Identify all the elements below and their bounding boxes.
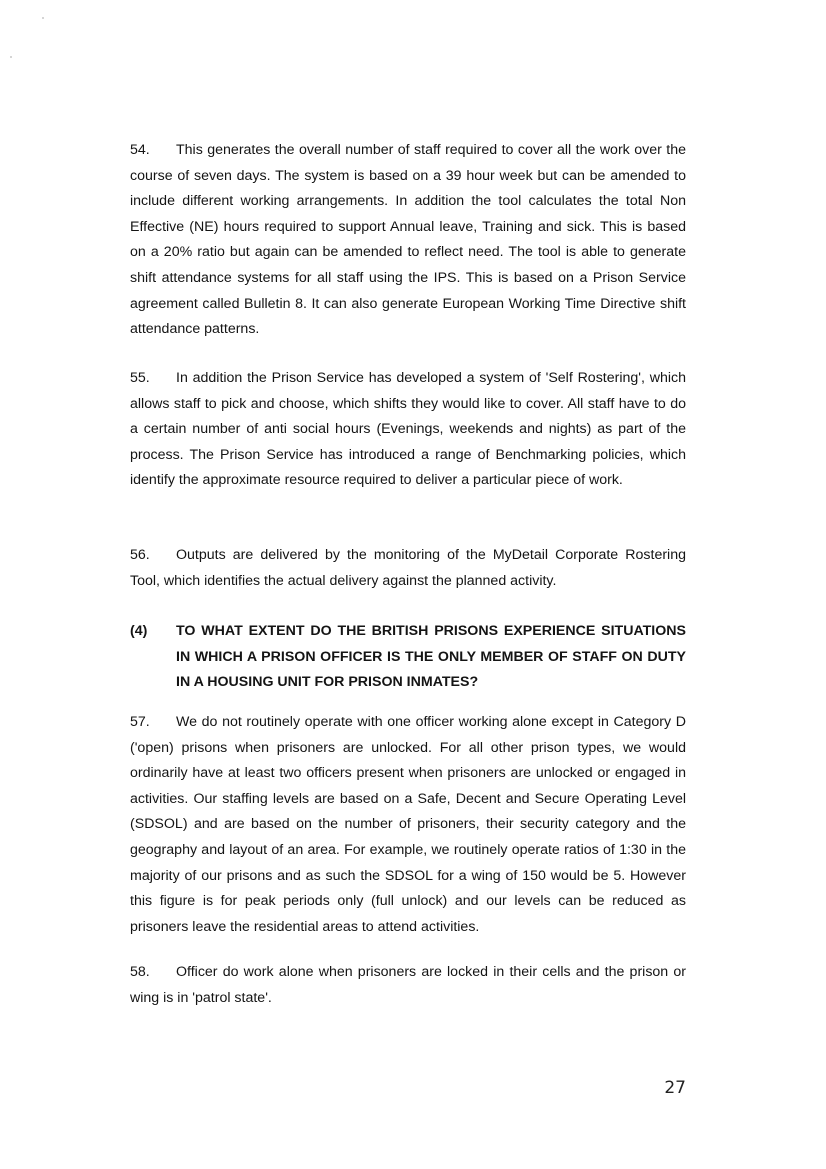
paragraph-55 bbox=[130, 366, 686, 494]
paragraph-58 bbox=[130, 960, 686, 1011]
paragraph-57 bbox=[130, 710, 686, 940]
paragraph-number: 56. bbox=[130, 547, 150, 563]
section-title: TO WHAT EXTENT DO THE BRITISH PRISONS EXPERIENCE SITUATIONS IN WHICH A PRISON OFFICER IS THE ONLY MEMBER OF STAFF ON DUTY IN A HOUSING UNIT FOR PRISON INMATES? bbox=[176, 623, 686, 691]
section-number: (4) bbox=[130, 623, 148, 639]
section-heading bbox=[130, 619, 686, 696]
paragraph-text: We do not routinely operate with one officer working alone except in Category D ('open) prisons when prisoners are unlocked. For all other prison types, we would ordinarily have at least two officers present when prisoners are unlocked or engaged in activities. Our staffing levels are based on a Safe, Decent and Secure Operating Level (SDSOL) and are based on the number of prisoners, their security category and the geography and layout of an area. For example, we routinely operate ratios of 1:30 in the majority of our prisons and as such the SDSOL for a wing of 150 would be 5. However this figure is for peak periods only (full unlock) and our levels can be reduced as prisoners leave the residential areas to attend activities. bbox=[130, 714, 686, 935]
paragraph-text: In addition the Prison Service has developed a system of 'Self Rostering', which allows staff to pick and choose, which shifts they would like to cover. All staff have to do a certain number of anti social hours (Evenings, weekends and nights) as part of the process. The Prison Service has introduced a range of Benchmarking policies, which identify the approximate resource required to deliver a particular piece of work. bbox=[130, 370, 686, 489]
paragraph-number: 54. bbox=[130, 142, 150, 158]
paragraph-number: 58. bbox=[130, 964, 150, 980]
scan-speck bbox=[42, 17, 44, 19]
page-number: 27 bbox=[664, 1078, 686, 1098]
paragraph-56 bbox=[130, 543, 686, 594]
paragraph-text: Officer do work alone when prisoners are locked in their cells and the prison or wing is in 'patrol state'. bbox=[130, 964, 686, 1006]
paragraph-54 bbox=[130, 138, 686, 343]
paragraph-number: 57. bbox=[130, 714, 150, 730]
paragraph-text: Outputs are delivered by the monitoring of the MyDetail Corporate Rostering Tool, which identifies the actual delivery against the planned activity. bbox=[130, 547, 686, 589]
paragraph-number: 55. bbox=[130, 370, 150, 386]
scan-speck bbox=[10, 56, 12, 58]
paragraph-text: This generates the overall number of staff required to cover all the work over the course of seven days. The system is based on a 39 hour week but can be amended to include different working arrangements. In addition the tool calculates the total Non Effective (NE) hours required to support Annual leave, Training and sick. This is based on a 20% ratio but again can be amended to reflect need. The tool is able to generate shift attendance systems for all staff using the IPS. This is based on a Prison Service agreement called Bulletin 8. It can also generate European Working Time Directive shift attendance patterns. bbox=[130, 142, 686, 338]
